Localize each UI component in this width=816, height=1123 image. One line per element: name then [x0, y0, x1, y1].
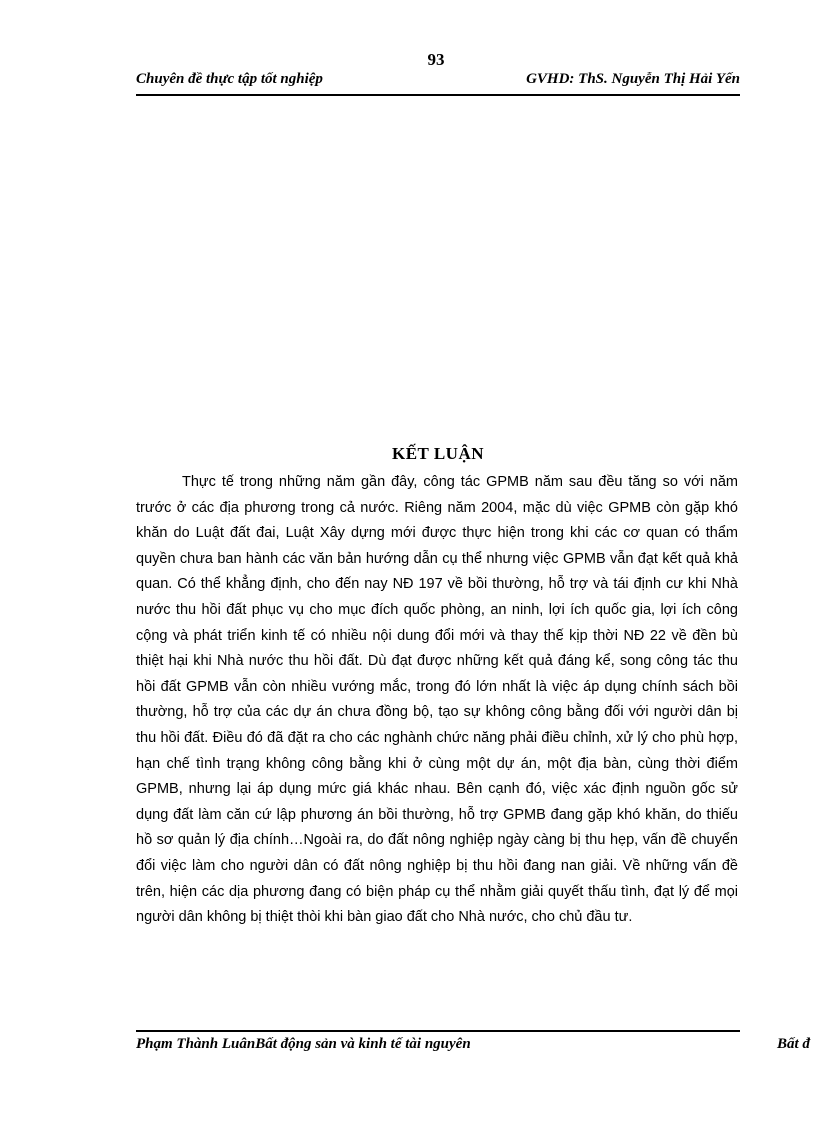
running-header — [136, 70, 740, 96]
footer-author-department: Phạm Thành LuânBất động sản và kinh tế tài nguyên — [136, 1036, 471, 1052]
footer-divider — [136, 1030, 740, 1032]
header-report-title: Chuyên đề thực tập tốt nghiệp — [136, 71, 323, 87]
footer-truncated-text: Bất đ — [777, 1036, 810, 1052]
running-footer — [136, 1036, 816, 1058]
section-title: KẾT LUẬN — [391, 444, 484, 463]
conclusion-paragraph: Thực tế trong những năm gần đây, công tác GPMB năm sau đều tăng so với năm trước ở các địa phương trong cả nước. Riêng năm 2004, mặc dù việc GPMB còn gặp khó khăn do Luật đất đai, Luật Xây dựng mới được thực hiện trong khi các cơ quan có thẩm quyền chưa ban hành các văn bản hướng dẫn cụ thể nhưng việc GPMB vẫn đạt kết quả khả quan. Có thể khẳng định, cho đến nay NĐ 197 về bồi thường, hỗ trợ và tái định cư khi Nhà nước thu hồi đất phục vụ cho mục đích quốc phòng, an ninh, lợi ích quốc gia, lợi ích công cộng và phát triển kinh tế có nhiều nội dung đổi mới và thay thế kịp thời NĐ 22 về đền bù thiệt hại khi Nhà nước thu hồi đất. Dù đạt được những kết quả đáng kể, song công tác thu hồi đất GPMB vẫn còn nhiều vướng mắc, trong đó lớn nhất là việc áp dụng chính sách bồi thường, hỗ trợ của các dự án chưa đồng bộ, tạo sự không công bằng đối với người dân bị thu hồi đất. Điều đó đã đặt ra cho các nghành chức năng phải điều chỉnh, xử lý cho phù hợp, hạn chế tình trạng không công bằng khi ở cùng một dự án, một địa bàn, cùng thời điểm GPMB, nhưng lại áp dụng mức giá khác nhau. Bên cạnh đó, việc xác định nguồn gốc sử dụng đất làm căn cứ lập phương án bồi thường, hỗ trợ GPMB đang gặp khó khăn, do thiếu hồ sơ quản lý địa chính…Ngoài ra, do đất nông nghiệp ngày càng bị thu hẹp, vấn đề chuyển đổi việc làm cho người dân có đất nông nghiệp bị thu hồi đang nan giải. Về những vấn đề trên, hiện các dịa phương đang có biện pháp cụ thể nhằm giải quyết thấu tình, đạt lý để mọi người dân không bị thiệt thòi khi bàn giao đất cho Nhà nước, cho chủ đầu tư. — [136, 474, 738, 926]
page-number: 93 — [427, 50, 445, 69]
header-supervisor: GVHD: ThS. Nguyễn Thị Hải Yến — [526, 71, 740, 87]
